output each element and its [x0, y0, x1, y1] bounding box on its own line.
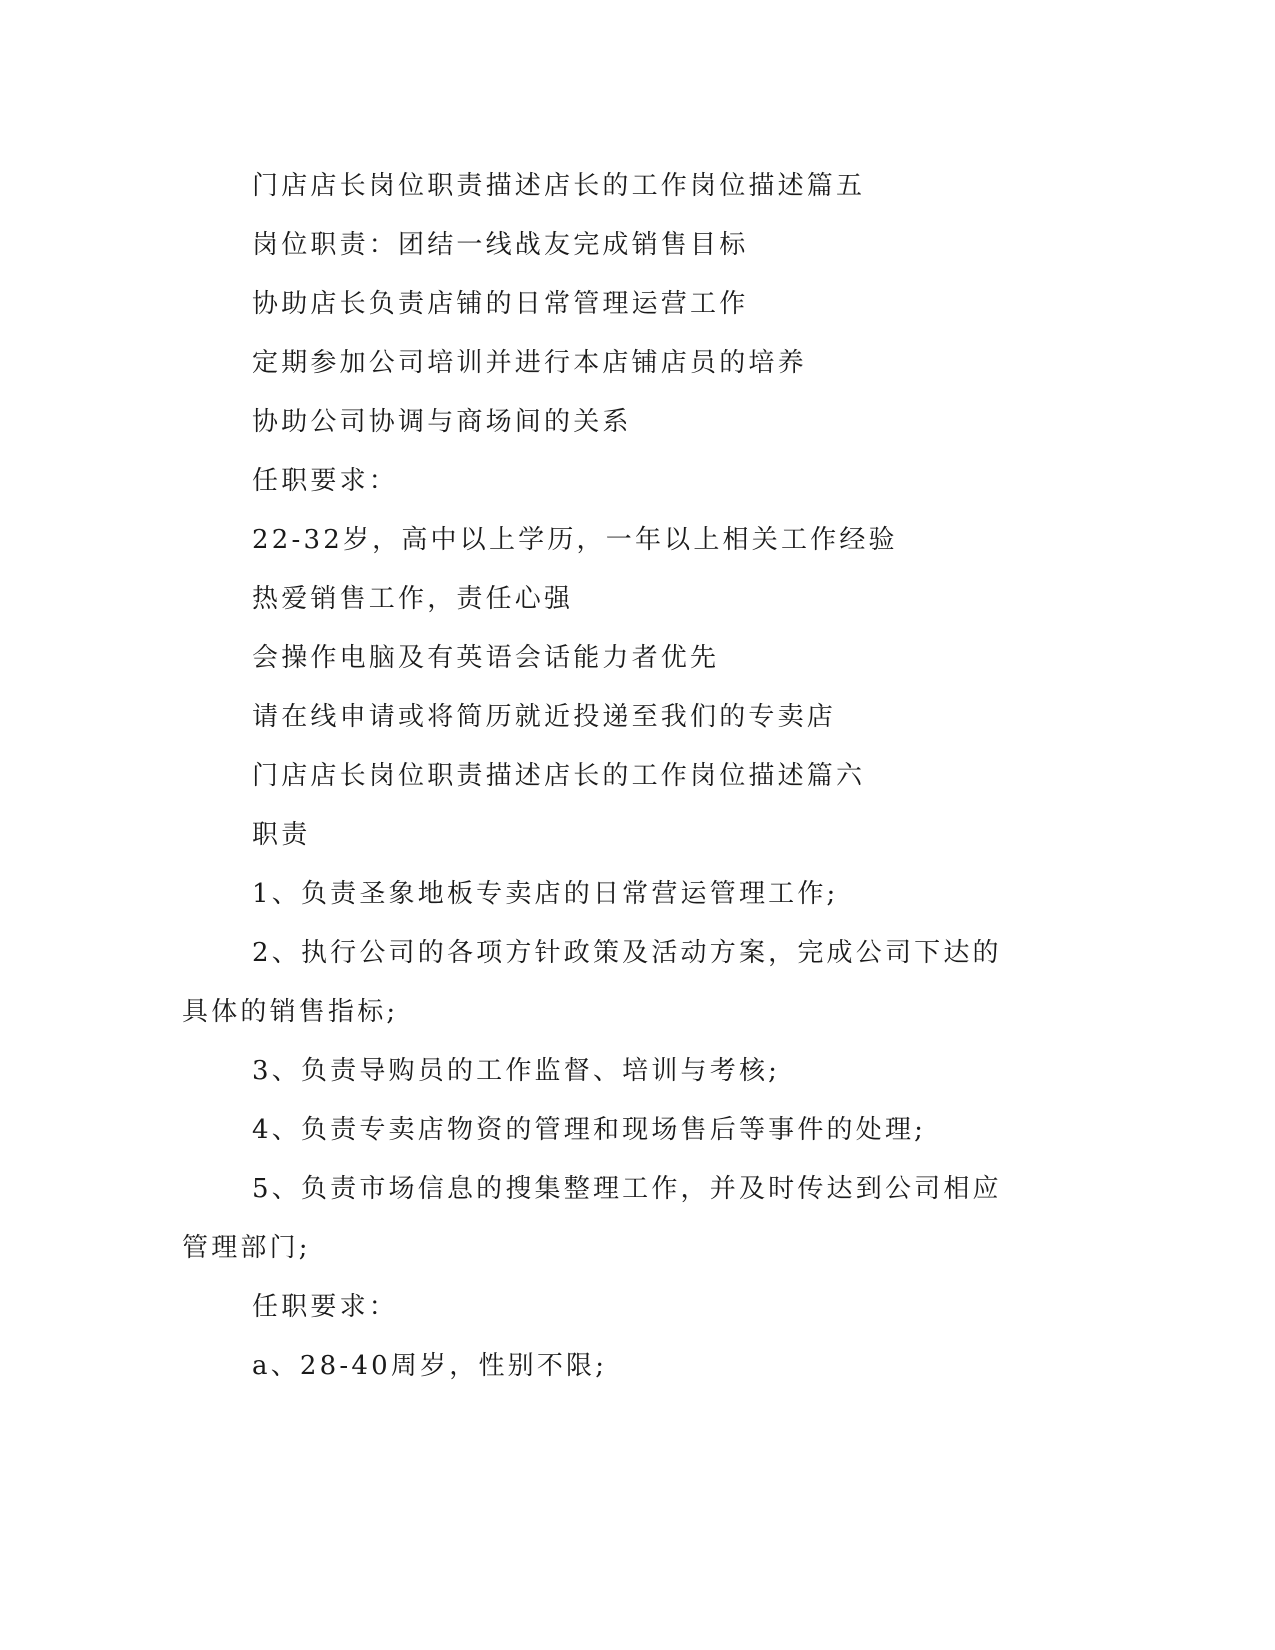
list-item: 2、执行公司的各项方针政策及活动方案，完成公司下达的具体的销售指标; — [182, 938, 1002, 1027]
paragraph: 热爱销售工作，责任心强 — [252, 584, 574, 614]
requirements-heading: 任职要求： — [252, 1292, 399, 1322]
list-item: 4、负责专卖店物资的管理和现场售后等事件的处理; — [252, 1115, 927, 1145]
duties-heading: 职责 — [252, 820, 311, 850]
paragraph: 岗位职责：团结一线战友完成销售目标 — [252, 230, 749, 260]
paragraph: 定期参加公司培训并进行本店铺店员的培养 — [252, 348, 807, 378]
list-item: 3、负责导购员的工作监督、培训与考核; — [252, 1056, 781, 1086]
paragraph: 22-32岁，高中以上学历，一年以上相关工作经验 — [252, 525, 898, 555]
document-body — [182, 157, 1016, 1396]
heading-section-six: 门店店长岗位职责描述店长的工作岗位描述篇六 — [252, 761, 866, 791]
paragraph: 协助店长负责店铺的日常管理运营工作 — [252, 289, 749, 319]
list-item: 5、负责市场信息的搜集整理工作，并及时传达到公司相应管理部门; — [182, 1174, 1002, 1263]
heading-section-five: 门店店长岗位职责描述店长的工作岗位描述篇五 — [252, 171, 866, 201]
paragraph: 会操作电脑及有英语会话能力者优先 — [252, 643, 720, 673]
requirements-heading: 任职要求： — [252, 466, 399, 496]
list-item: a、28-40周岁，性别不限; — [252, 1351, 608, 1381]
paragraph: 协助公司协调与商场间的关系 — [252, 407, 632, 437]
paragraph: 请在线申请或将简历就近投递至我们的专卖店 — [252, 702, 837, 732]
list-item: 1、负责圣象地板专卖店的日常营运管理工作; — [252, 879, 839, 909]
